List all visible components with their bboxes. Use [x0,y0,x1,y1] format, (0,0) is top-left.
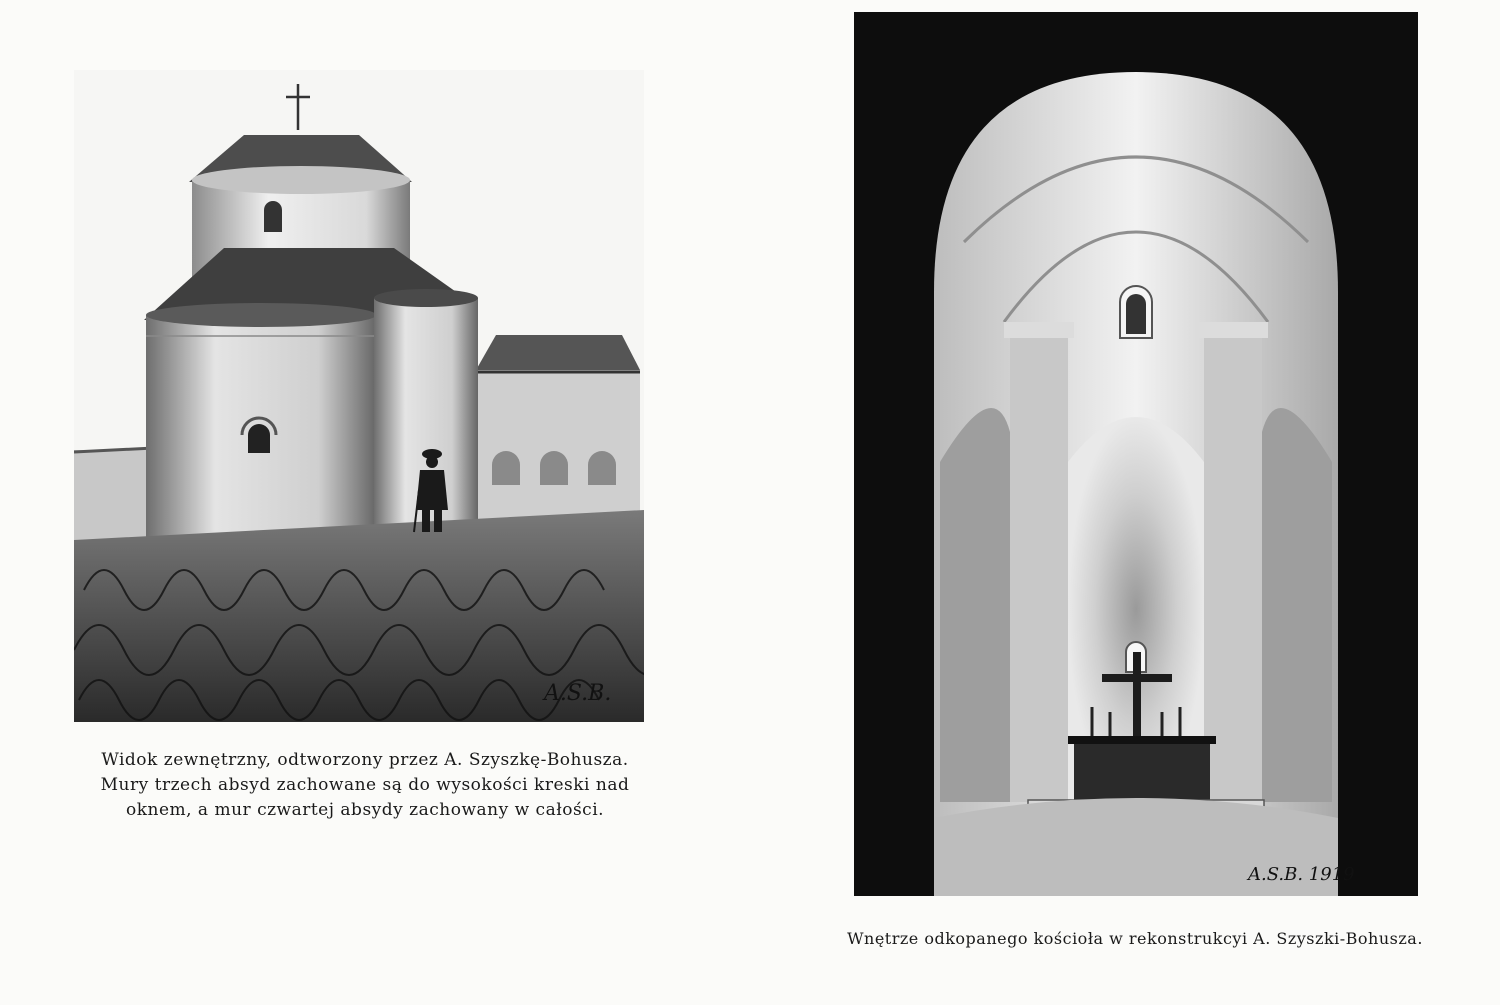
apse-window [248,424,270,453]
right-pillar [1204,332,1262,802]
exterior-signature: A.S.B. [544,681,612,706]
right-side-apse [1262,408,1332,802]
background-building [476,335,640,520]
exterior-illustration [74,70,644,722]
left-side-apse [940,408,1010,802]
caption-line: Widok zewnętrzny, odtworzony przez A. Szyszkę-Bohusza. [101,750,629,770]
exterior-caption [60,748,670,823]
interior-caption [790,928,1480,950]
interior-illustration [854,12,1418,896]
left-pillar [1010,332,1068,802]
caption-line: Wnętrze odkopanego kościoła w rekonstrukcyi A. Szyszki-Bohusza. [847,929,1423,948]
upper-window [1120,286,1152,338]
distant-wall [74,448,154,550]
interior-signature: A.S.B. 1919 [1248,864,1355,885]
caption-line: Mury trzech absyd zachowane są do wysokości kreski nad [100,775,630,795]
caption-line: oknem, a mur czwartej absydy zachowany w całości. [125,800,605,820]
main-apse [146,303,376,537]
